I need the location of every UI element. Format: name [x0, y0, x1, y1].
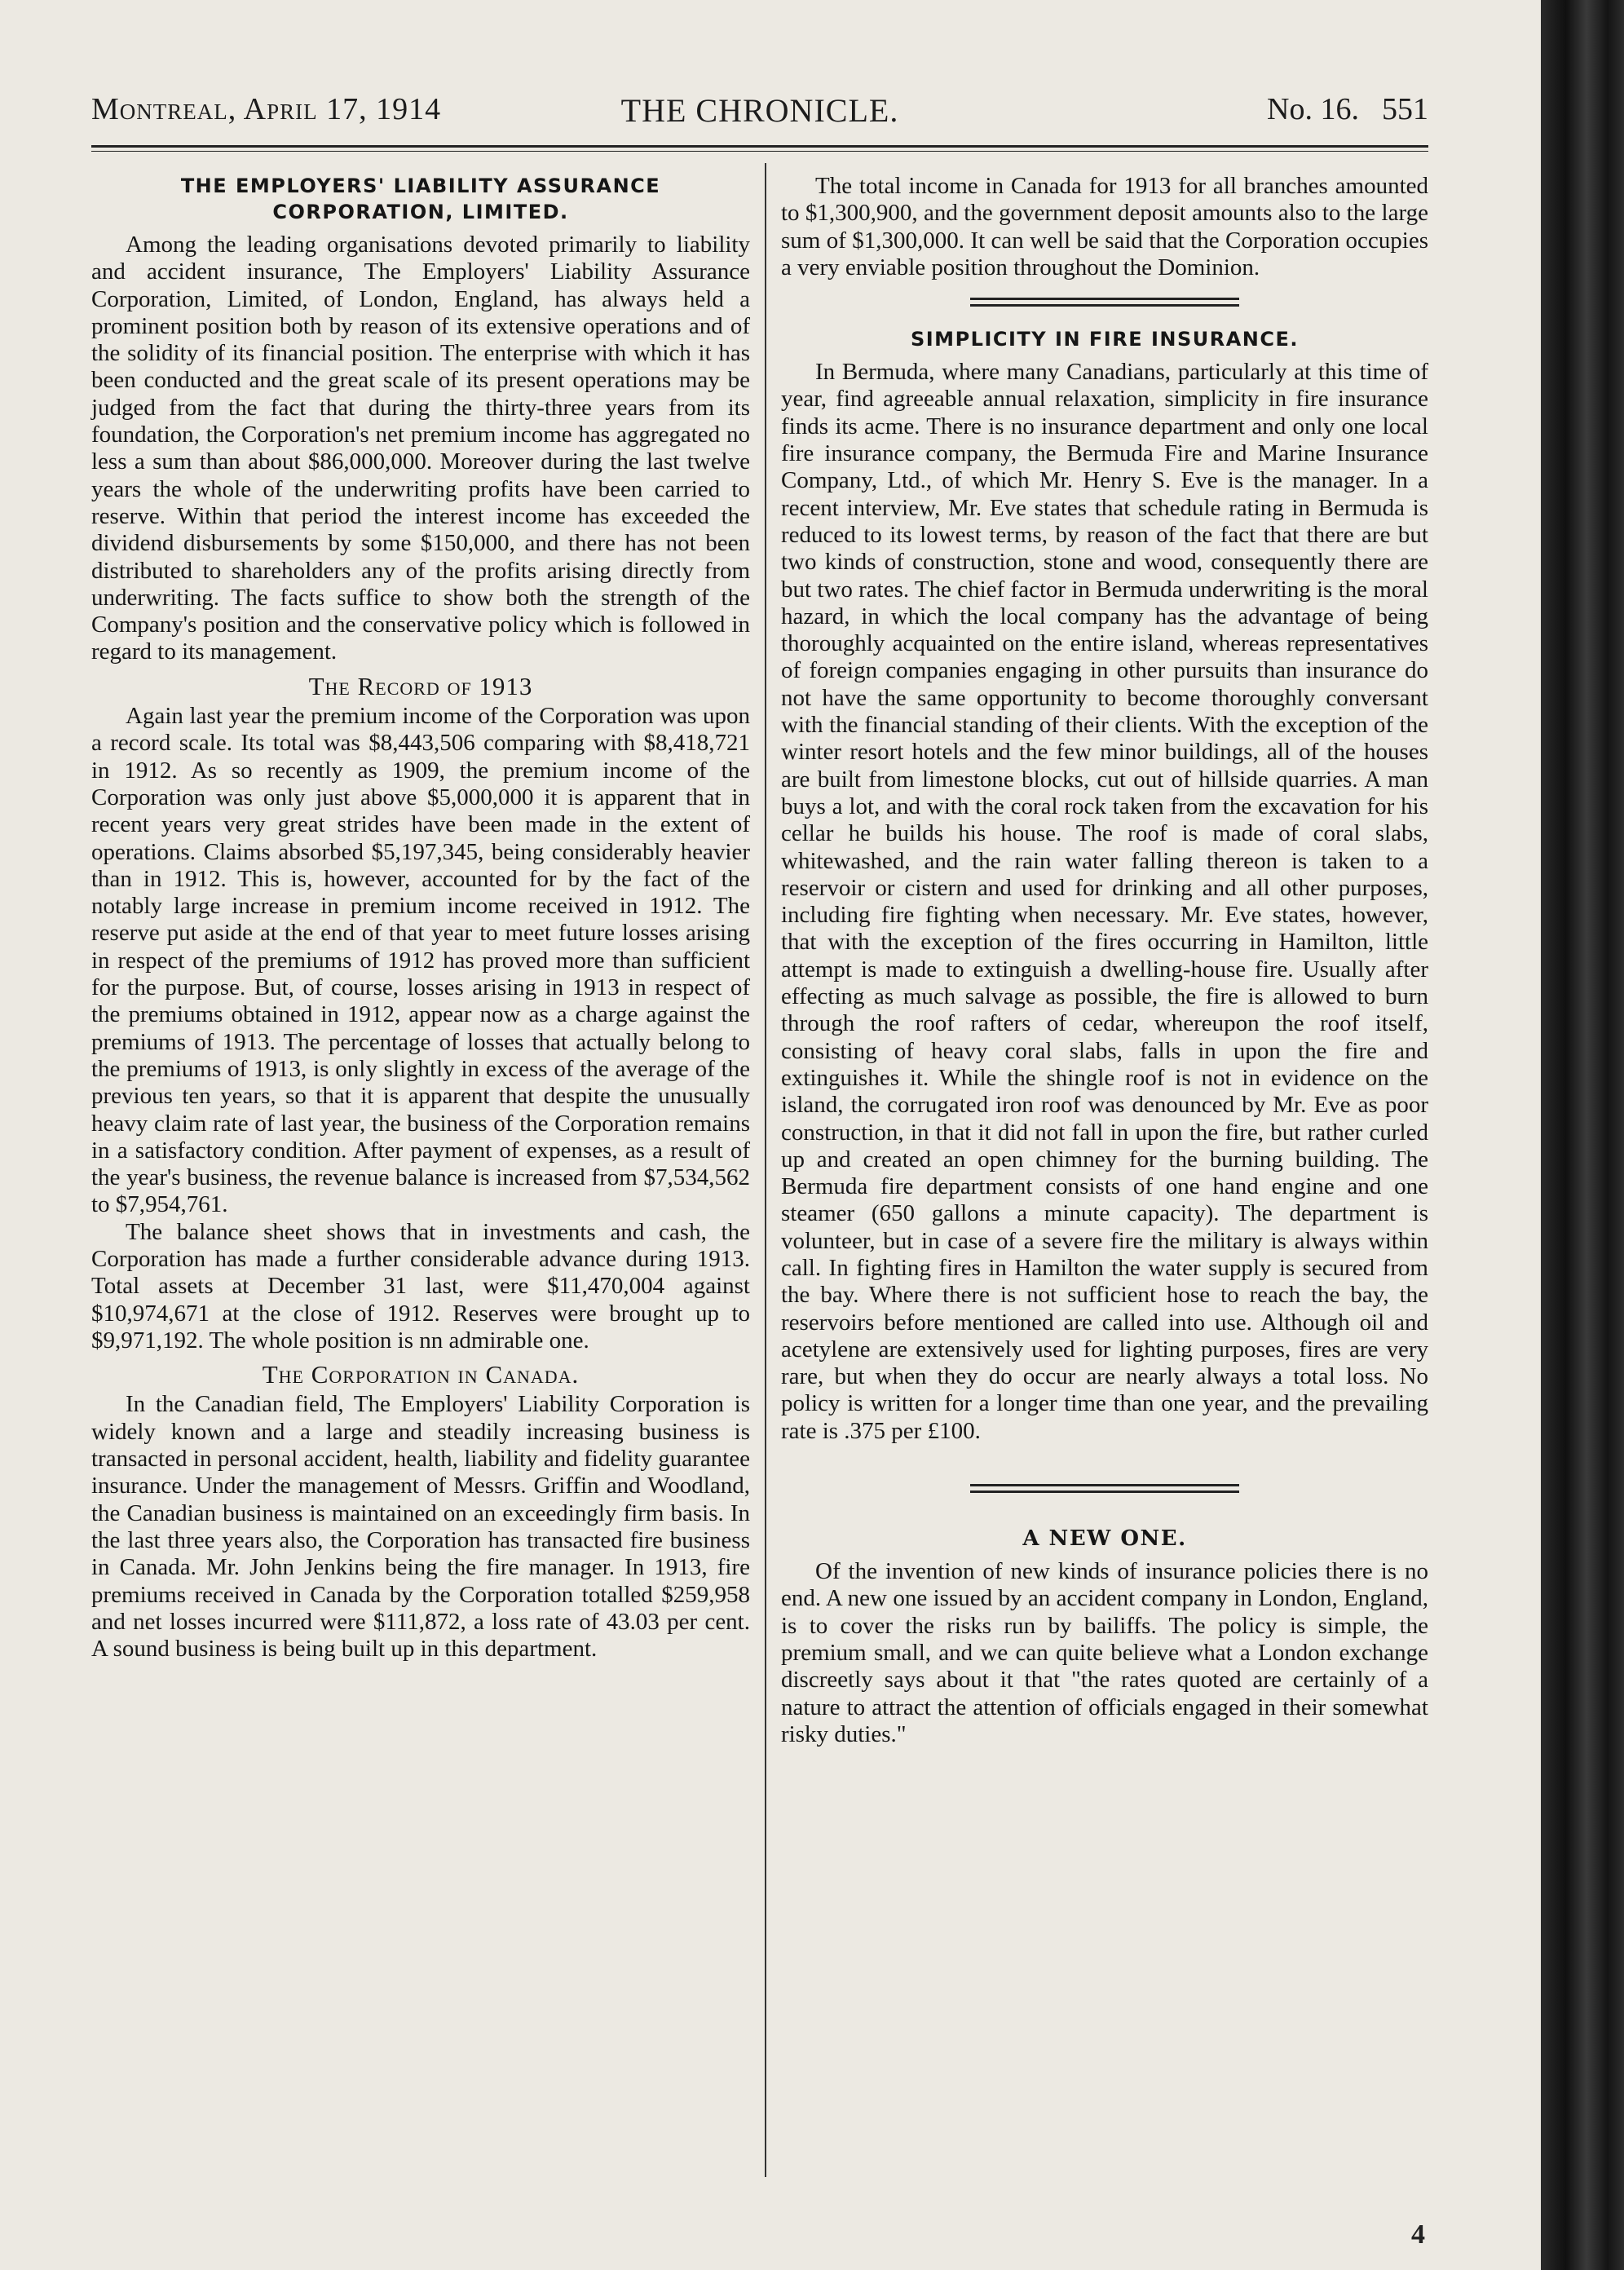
article-paragraph: Again last year the premium income of the Corporation was upon a record scale. Its total was $8,443,506 comparing with $8,418,721 in 1912. As so recently as 1909, the premium income of the Corporation was only just above $5,000,000 it is apparent that in recent years very great strides have been made in the extent of operations. Claims absorbed $5,197,345, being considerably heavier than in 1912. This is, however, accounted for by the fact of the notably large increase in premium income received in 1912. The reserve put aside at the end of that year to meet future losses arising in respect of the premiums of 1912 has proved more than sufficient for the purpose. But, of course, losses arising in 1913 in respect of the premiums obtained in 1912, appear now as a charge against the premiums of 1913. The percentage of losses that actually belong to the premiums of 1913, is only slightly in excess of the average of the previous ten years, so that it is apparent that despite the unusually heavy claim rate of last year, the business of the Corporation remains in a satisfactory condition. After payment of expenses, as a result of the year's business, the revenue balance is increased from $7,534,562 to $7,954,761. [91, 703, 750, 1218]
header-issue-page [1244, 91, 1428, 127]
left-column [91, 173, 750, 1663]
article-paragraph: The total income in Canada for 1913 for all branches amounted to $1,300,900, and the government deposit amounts also to the large sum of $1,300,000. It can well be said that the Corporation occupies a very enviable position throughout the Dominion. [781, 173, 1428, 280]
header-dateline: Montreal, April 17, 1914 [91, 92, 442, 126]
right-column [781, 173, 1428, 1748]
publication-title: THE CHRONICLE. [620, 92, 899, 129]
issue-number: No. 16. [1267, 92, 1359, 126]
section-heading-record: The Record of 1913 [308, 671, 533, 700]
article-paragraph: Among the leading organisations devoted primarily to liability and accident insurance, The Employers' Liability Assurance Corporation, Limited, of London, England, has always held a prominent position both by reason of its extensive operations and of the solidity of its financial position. The enterprise with which it has been conducted and the great scale of its present operations may be judged from the fact that during the thirty-three years from its foundation, the Corporation's net premium income has aggregated no less a sum than about $86,000,000. Moreover during the last twelve years the whole of the underwriting profits have been carried to reserve. Within that period the interest income has exceeded the dividend disbursements by some $150,000, and there has not been distributed to shareholders any of the profits arising directly from underwriting. The facts suffice to show both the strength of the Company's position and the conservative policy which is followed in regard to its management. [91, 232, 750, 665]
title-line-1: THE EMPLOYERS' LIABILITY ASSURANCE [180, 174, 661, 197]
page-number: 551 [1382, 92, 1428, 126]
article-paragraph: In the Canadian field, The Employers' Liability Corporation is widely known and a large and steadily increasing business is transacted in personal accident, health, liability and fidelity guarantee insurance. Under the management of Messrs. Griffin and Woodland, the Canadian business is maintained on an exceedingly firm basis. In the last three years also, the Corporation has transacted fire business in Canada. Mr. John Jenkins being the fire manager. In 1913, fire premiums received in Canada by the Corporation totalled $259,958 and net losses incurred were $111,872, a loss rate of 43.03 per cent. A sound business is being built up in this department. [91, 1391, 750, 1663]
section-divider [970, 298, 1239, 307]
title-line-2: CORPORATION, LIMITED. [272, 201, 569, 223]
article-title-new-one: A NEW ONE. [1022, 1526, 1187, 1552]
article-paragraph: In Bermuda, where many Canadians, particularly at this time of year, find agreeable annual relaxation, simplicity in fire insurance finds its acme. There is no insurance department and only one local fire insurance company, the Bermuda Fire and Marine Insurance Company, Ltd., of which Mr. Henry S. Eve is the manager. In a recent interview, Mr. Eve states that schedule rating in Bermuda is reduced to its lowest terms, by reason of the fact that there are but two kinds of construction, stone and wood, consequently there are but two rates. The chief factor in Bermuda underwriting is the moral hazard, in which the local company has the advantage of being thoroughly acquainted on the entire island, whereas representatives of foreign companies engaging in other pursuits than insurance do not have the same opportunity to become thoroughly conversant with the financial standing of their clients. With the exception of the winter resort hotels and the few minor buildings, all of the houses are built from limestone blocks, cut out of hillside quarries. A man buys a lot, and with the coral rock taken from the excavation for his cellar he builds his house. The roof is made of coral slabs, whitewashed, and the rain water falling thereon is taken to a reservoir or cistern and used for drinking and all other purposes, including fire fighting when necessary. Mr. Eve states, however, that with the exception of the fires occurring in Hamilton, little attempt is made to extinguish a dwelling-house fire. Usually after effecting as much salvage as possible, the fire is allowed to burn through the roof rafters of cedar, whereupon the roof itself, consisting of heavy coral slabs, falls in upon the fire and extinguishes it. While the shingle roof is not in evidence on the island, the corrugated iron roof was denounced by Mr. Eve as poor construction, in that it did not fall in upon the fire, but rather curled up and created an open chimney for the burning building. The Bermuda fire department consists of one hand engine and one steamer (650 gallons a minute capacity). The department is volunteer, but in case of a severe fire the military is always within call. In fighting fires in Hamilton the water supply is secured from the bay. Where there is not sufficient hose to reach the bay, the reservoirs before mentioned are called into use. Although oil and acetylene are extensively used for lighting purposes, fires are very rare, but when they do occur are nearly always a total loss. No policy is written for a longer time than one year, and the prevailing rate is .375 per £100. [781, 359, 1428, 1444]
article-title-simplicity: SIMPLICITY IN FIRE INSURANCE. [910, 328, 1300, 351]
page-mark: 4 [1411, 2219, 1425, 2250]
article-paragraph: The balance sheet shows that in investments and cash, the Corporation has made a further considerable advance during 1913. Total assets at December 31 last, were $11,470,004 against $10,974,671 at the close of 1912. Reserves were brought up to $9,971,192. The whole position is nn admirable one. [91, 1218, 750, 1354]
column-divider [765, 163, 766, 2177]
book-binding-edge [1541, 0, 1624, 2270]
page-header [91, 91, 1428, 137]
header-rule [91, 145, 1428, 152]
article-title-employers-liability [91, 173, 750, 225]
article-paragraph: Of the invention of new kinds of insurance policies there is no end. A new one issued by an accident company in London, England, is to cover the risks run by bailiffs. The policy is simple, the premium small, and we can quite believe what a London exchange discreetly says about it that "the rates quoted are certainly of a nature to attract the attention of officials engaged in their somewhat risky duties." [781, 1558, 1428, 1747]
section-heading-canada: The Corporation in Canada. [262, 1360, 580, 1389]
section-divider [970, 1484, 1239, 1493]
